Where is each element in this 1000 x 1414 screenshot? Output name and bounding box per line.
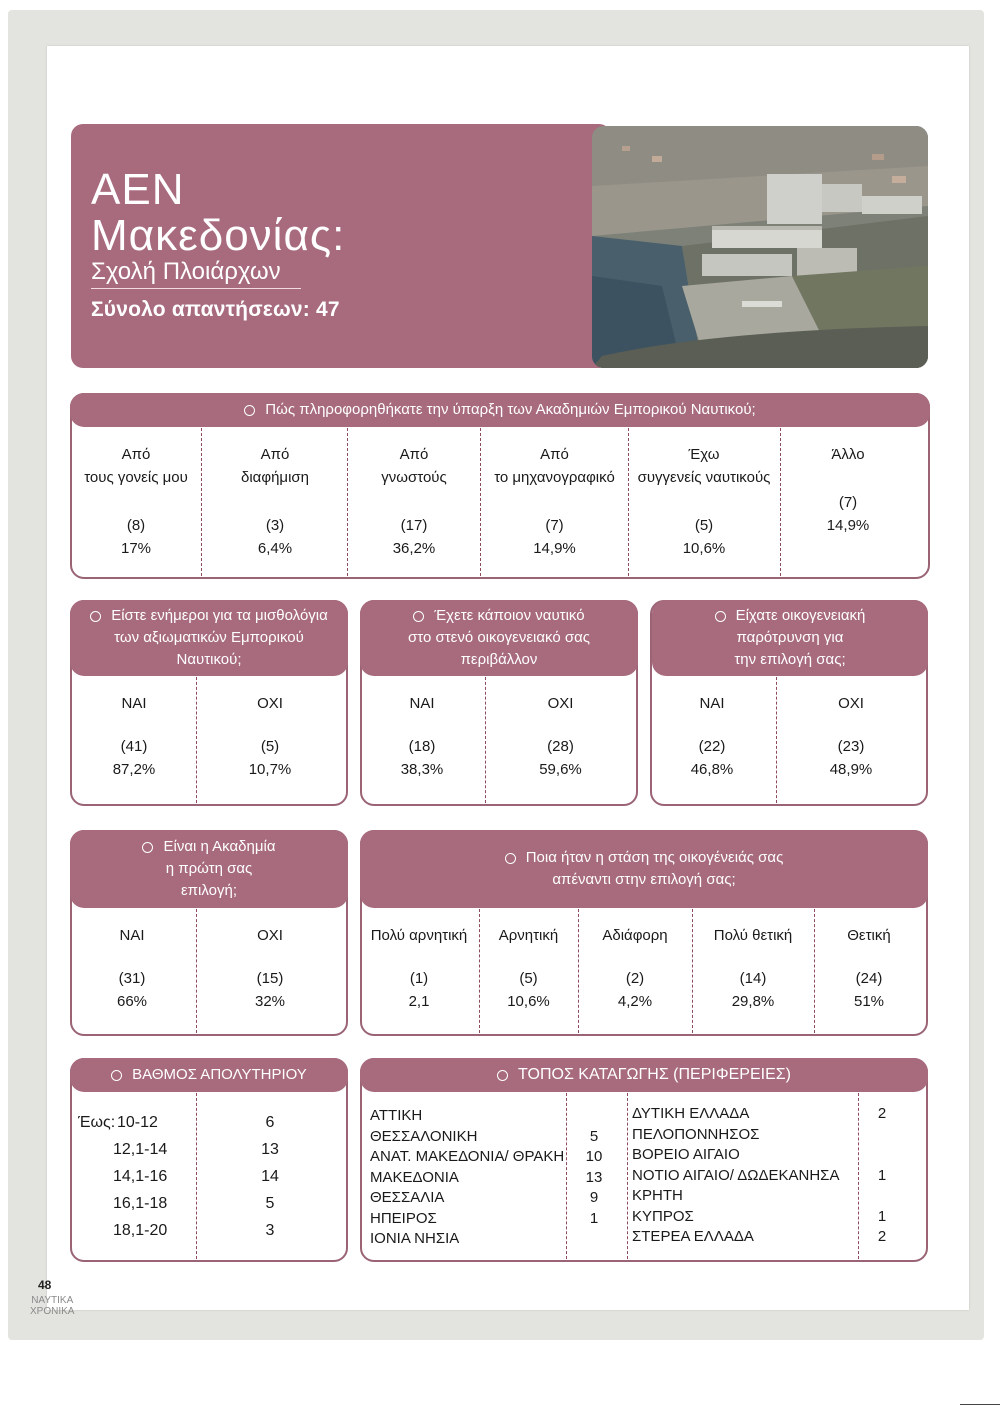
q1-header <box>70 393 930 427</box>
no-label: ΟΧΙ <box>547 695 574 712</box>
grade-value: 3 <box>265 1222 275 1239</box>
regions-right-names <box>632 1104 839 1248</box>
grade-range: 18,1-20 <box>113 1222 168 1239</box>
q1-option <box>80 443 192 560</box>
option-count: (14) <box>739 970 767 987</box>
option-count: (5) <box>519 970 538 987</box>
option-percent: 10,6% <box>682 540 726 557</box>
bullet-icon <box>497 1070 508 1081</box>
grades-title: ΒΑΘΜΟΣ ΑΠΟΛΥΤΗΡΙΟΥ <box>132 1066 307 1083</box>
no-label: ΟΧΙ <box>257 927 283 944</box>
option-percent: 4,2% <box>617 993 653 1010</box>
region-name: ΚΡΗΤΗ <box>632 1187 683 1204</box>
title-box <box>71 124 611 368</box>
option-percent: 36,2% <box>392 540 436 557</box>
q3-question-line-2: στο στενό οικογενειακό σας <box>407 629 591 646</box>
academy-aerial-photo <box>592 126 928 368</box>
region-name: ΝΟΤΙΟ ΑΙΓΑΙΟ/ ΔΩΔΕΚΑΝΗΣΑ <box>632 1166 840 1184</box>
grade-range: 10-12 <box>117 1114 158 1131</box>
option-count: (5) <box>694 517 714 534</box>
q4-header <box>652 600 928 676</box>
no-count: (15) <box>256 970 284 987</box>
bullet-icon <box>90 611 101 622</box>
region-name: ΘΕΣΣΑΛΙΑ <box>370 1189 445 1206</box>
grade-value: 6 <box>265 1114 275 1131</box>
yes-percent: 87,2% <box>112 761 156 778</box>
q1-option <box>205 443 345 560</box>
divider <box>347 428 348 576</box>
region-name: ΚΥΠΡΟΣ <box>632 1207 694 1225</box>
title-line-2: Μακεδονίας: <box>91 211 346 260</box>
region-name: ΑΤΤΙΚΗ <box>370 1107 423 1124</box>
regions-left-values <box>574 1106 614 1250</box>
q6-option <box>816 924 922 1013</box>
q2-yes <box>75 692 193 781</box>
region-value: 13 <box>585 1168 603 1186</box>
grade-value: 13 <box>261 1141 279 1158</box>
q6-header <box>360 830 928 908</box>
region-value: 1 <box>877 1166 887 1184</box>
q4-question-line-2: παρότρυνση για <box>736 629 844 646</box>
magazine-name-line-2: ΧΡΟΝΙΚΑ <box>30 1306 75 1317</box>
option-label: συγγενείς ναυτικούς <box>637 469 771 486</box>
region-name: ΠΕΛΟΠΟΝΝΗΣΟΣ <box>632 1125 760 1143</box>
divider <box>692 909 693 1033</box>
divider <box>196 909 197 1033</box>
q2-question-line-2: των αξιωματικών Εμπορικού <box>114 629 304 646</box>
option-percent: 14,9% <box>533 540 576 557</box>
bullet-icon <box>142 842 153 853</box>
option-percent: 2,1 <box>408 993 430 1010</box>
option-count: (7) <box>545 517 564 534</box>
q6-question-line-2: απέναντι στην επιλογή σας; <box>552 871 736 888</box>
yes-label: ΝΑΙ <box>409 695 435 712</box>
q5-question-line-1: Είναι η Ακαδημία <box>163 838 276 855</box>
bullet-icon <box>244 405 255 416</box>
no-label: ΟΧΙ <box>257 695 283 712</box>
no-count: (28) <box>547 738 574 755</box>
q6-question-line-1: Ποια ήταν η στάση της οικογένειάς σας <box>525 849 784 866</box>
q5-no <box>200 924 340 1013</box>
yes-percent: 38,3% <box>400 761 444 778</box>
no-percent: 32% <box>254 993 286 1010</box>
q3-question-line-1: Έχετε κάποιον ναυτικό <box>434 607 585 624</box>
no-percent: 59,6% <box>539 761 582 778</box>
q4-question-line-3: την επιλογή σας; <box>734 651 846 668</box>
q3-header <box>360 600 638 676</box>
region-name: ΑΝΑΤ. ΜΑΚΕΔΟΝΙΑ/ ΘΡΑΚΗ <box>370 1148 565 1165</box>
no-percent: 10,7% <box>248 761 292 778</box>
divider <box>566 1093 567 1259</box>
bullet-icon <box>715 611 726 622</box>
region-value <box>574 1229 614 1250</box>
q3-no <box>488 692 633 781</box>
yes-count: (41) <box>120 738 148 755</box>
regions-left-names <box>370 1106 564 1250</box>
option-percent: 10,6% <box>507 993 550 1010</box>
option-label: Αδιάφορη <box>602 927 668 944</box>
divider <box>578 909 579 1033</box>
q6-option <box>694 924 812 1013</box>
region-name: ΘΕΣΣΑΛΟΝΙΚΗ <box>370 1127 478 1145</box>
region-value <box>864 1125 900 1146</box>
region-value: 5 <box>589 1127 599 1145</box>
region-value: 9 <box>589 1189 599 1206</box>
regions-right-values <box>864 1104 900 1248</box>
q6-option <box>362 924 476 1013</box>
divider <box>479 909 480 1033</box>
region-value <box>574 1106 614 1127</box>
option-percent: 51% <box>853 993 885 1010</box>
title-subtitle: Σχολή Πλοιάρχων <box>91 258 281 285</box>
option-count: (1) <box>409 970 429 987</box>
divider <box>201 428 202 576</box>
option-label: διαφήμιση <box>241 469 309 486</box>
yes-count: (31) <box>118 970 146 987</box>
grades-prefix: Έως: <box>78 1114 116 1131</box>
region-value: 10 <box>585 1148 603 1165</box>
q3-question-line-3: περιβάλλον <box>460 651 538 668</box>
region-value: 1 <box>877 1207 887 1225</box>
option-label: Έχω <box>688 446 720 463</box>
q4-question-line-1: Είχατε οικογενειακή <box>735 607 866 624</box>
q6-option <box>580 924 690 1013</box>
q1-question: Πώς πληροφορηθήκατε την ύπαρξη των Ακαδημιών Εμπορικού Ναυτικού; <box>265 401 756 418</box>
option-label: Θετική <box>847 927 891 944</box>
scan-edge-line <box>960 1404 1000 1405</box>
region-name: ΙΟΝΙΑ ΝΗΣΙΑ <box>370 1230 460 1247</box>
divider <box>627 1093 628 1259</box>
option-label: τους γονείς μου <box>84 469 188 486</box>
option-percent: 29,8% <box>731 993 775 1010</box>
region-value: 1 <box>589 1209 599 1227</box>
divider <box>858 1093 859 1259</box>
option-label: Από <box>121 446 151 463</box>
yes-count: (22) <box>698 738 726 755</box>
option-count: (3) <box>265 517 285 534</box>
q4-yes <box>652 692 772 781</box>
q3-yes <box>362 692 482 781</box>
yes-percent: 66% <box>116 993 148 1010</box>
option-label: Από <box>540 446 569 463</box>
yes-label: ΝΑΙ <box>121 695 147 712</box>
region-name: ΜΑΚΕΔΟΝΙΑ <box>370 1168 459 1186</box>
page-number: 48 <box>38 1278 52 1292</box>
title-divider <box>91 288 301 289</box>
q2-no <box>200 692 340 781</box>
grades-header <box>70 1058 348 1092</box>
no-label: ΟΧΙ <box>838 695 864 712</box>
bullet-icon <box>111 1070 122 1081</box>
region-value: 2 <box>877 1105 887 1122</box>
q6-option <box>481 924 576 1013</box>
region-value <box>864 1145 900 1166</box>
region-name: ΒΟΡΕΙΟ ΑΙΓΑΙΟ <box>632 1146 740 1163</box>
grade-range: 16,1-18 <box>113 1195 168 1212</box>
region-value <box>864 1186 900 1207</box>
q5-header <box>70 830 348 908</box>
regions-header <box>360 1058 928 1092</box>
q5-yes <box>72 924 192 1013</box>
yes-count: (18) <box>408 738 436 755</box>
q5-question-line-2: η πρώτη σας <box>165 860 253 877</box>
yes-label: ΝΑΙ <box>699 695 725 712</box>
divider <box>485 677 486 803</box>
q5-question-line-3: επιλογή; <box>181 882 237 899</box>
grade-value: 5 <box>265 1195 275 1212</box>
total-responses: Σύνολο απαντήσεων: 47 <box>91 298 340 321</box>
q1-option <box>630 443 778 560</box>
option-label: το μηχανογραφικό <box>494 469 615 486</box>
option-count: (24) <box>855 970 883 987</box>
option-count: (2) <box>625 970 645 987</box>
magazine-name <box>30 1295 74 1317</box>
no-count: (23) <box>837 738 865 755</box>
option-percent: 6,4% <box>257 540 293 557</box>
divider <box>480 428 481 576</box>
q1-option <box>350 443 478 560</box>
divider <box>196 677 197 803</box>
option-count: (17) <box>400 517 428 534</box>
no-count: (5) <box>260 738 280 755</box>
q2-header <box>70 600 348 676</box>
q1-option <box>483 443 626 560</box>
option-count: (8) <box>126 517 146 534</box>
divider <box>628 428 629 576</box>
option-label: Άλλο <box>831 446 865 463</box>
option-label: Πολύ αρνητική <box>370 927 468 944</box>
bullet-icon <box>413 611 424 622</box>
yes-label: ΝΑΙ <box>119 927 145 944</box>
option-label: Αρνητική <box>498 927 559 944</box>
divider <box>776 677 777 803</box>
option-percent: 14,9% <box>826 517 870 534</box>
divider <box>196 1093 197 1259</box>
regions-title: ΤΟΠΟΣ ΚΑΤΑΓΩΓΗΣ (ΠΕΡΙΦΕΡΕΙΕΣ) <box>518 1066 791 1083</box>
option-label: Από <box>260 446 290 463</box>
grade-value: 14 <box>261 1168 279 1185</box>
q2-question-line-1: Είστε ενήμεροι για τα μισθολόγια <box>111 607 328 624</box>
no-percent: 48,9% <box>829 761 873 778</box>
magazine-name-line-1: ΝΑΥΤΙΚΑ <box>31 1295 74 1306</box>
region-name: ΔΥΤΙΚΗ ΕΛΛΑΔΑ <box>632 1105 750 1122</box>
option-label: Από <box>399 446 429 463</box>
yes-percent: 46,8% <box>690 761 734 778</box>
q2-question-line-3: Ναυτικού; <box>176 651 242 668</box>
option-count: (7) <box>838 494 858 511</box>
region-name: ΗΠΕΙΡΟΣ <box>370 1209 437 1227</box>
q1-option <box>783 443 913 537</box>
q4-no <box>780 692 922 781</box>
bullet-icon <box>505 853 516 864</box>
divider <box>814 909 815 1033</box>
region-name: ΣΤΕΡΕΑ ΕΛΛΑΔΑ <box>632 1228 754 1245</box>
grade-range: 14,1-16 <box>113 1168 168 1185</box>
title-line-1: ΑΕΝ <box>91 165 185 214</box>
region-value: 2 <box>877 1228 887 1245</box>
option-label: γνωστούς <box>381 469 447 486</box>
option-percent: 17% <box>120 540 152 557</box>
option-label: Πολύ θετική <box>713 927 793 944</box>
grade-range: 12,1-14 <box>113 1141 168 1158</box>
divider <box>780 428 781 576</box>
